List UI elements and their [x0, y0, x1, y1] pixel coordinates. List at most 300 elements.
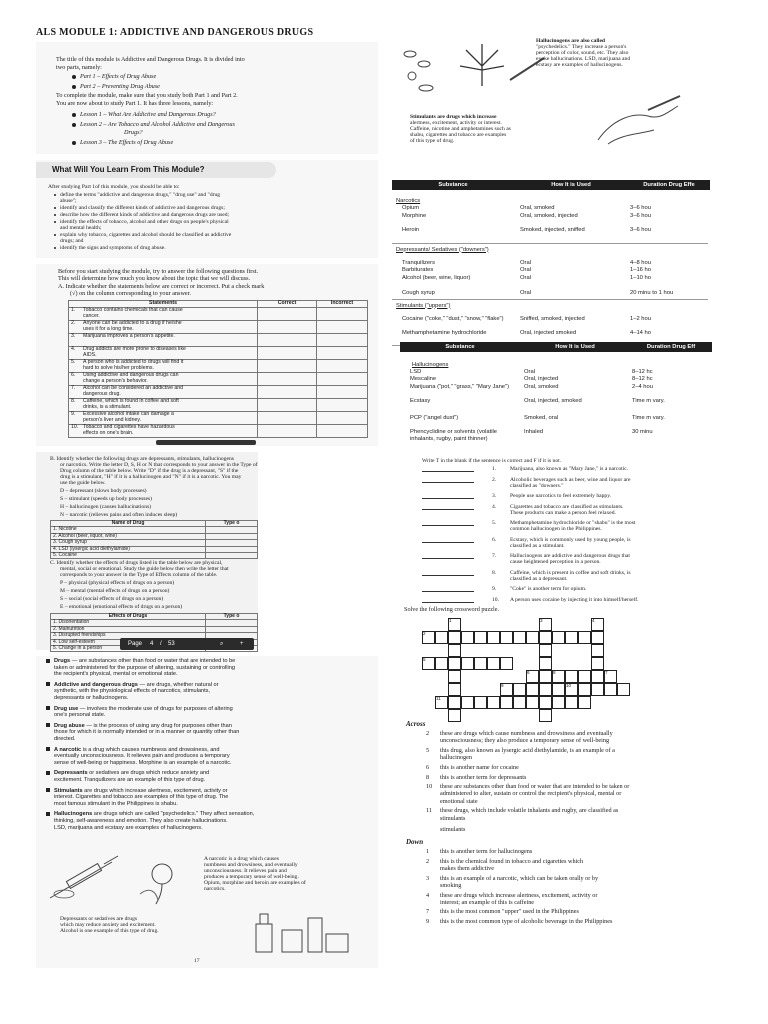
- page-navigator[interactable]: [120, 638, 254, 650]
- item-number: 2.: [492, 476, 497, 483]
- crossword-panel: [392, 604, 708, 956]
- answer-blank[interactable]: [422, 509, 474, 510]
- definition-text: synthetic, with the physiological effects of narcotics, stimulants,: [54, 688, 210, 695]
- definition-item: [46, 658, 235, 665]
- item-number: 7.: [492, 553, 497, 559]
- bullet-icon: [46, 723, 50, 727]
- pretest-table: [68, 300, 368, 438]
- definition-term: Hallucinogens: [54, 811, 93, 818]
- crossword-cell[interactable]: [461, 631, 474, 644]
- partb-guide: N – narcotic (relieves pains and often induces sleep): [60, 512, 178, 518]
- duration-cell: 30 minu: [632, 429, 653, 436]
- crossword-cell[interactable]: [565, 696, 578, 709]
- definition-text: taken or administered for the purpose of altering, sustaining or controlling: [54, 664, 235, 671]
- drug-table-2-panel: [400, 342, 710, 442]
- partc-guide: E – emotional (emotional effects of drugs on a person): [60, 604, 183, 610]
- substance-cell: Tranquilizers: [402, 259, 435, 266]
- col-type: Type o: [206, 614, 258, 620]
- answer-cell[interactable]: [317, 359, 368, 372]
- zoom-in-icon[interactable]: +: [240, 641, 244, 647]
- col-incorrect: Incorrect: [317, 301, 368, 308]
- crossword-cell[interactable]: [526, 696, 539, 709]
- intro-line: You are now about to study Part 1. It has three lessons, namely:: [56, 100, 214, 107]
- scroll-indicator[interactable]: [156, 440, 256, 445]
- answer-cell[interactable]: [258, 411, 317, 424]
- depressant-box-line: which may reduce anxiety and excitement.: [60, 922, 156, 928]
- answer-cell[interactable]: [317, 424, 368, 437]
- clue-number: 2: [426, 730, 430, 737]
- answer-cell[interactable]: [258, 359, 317, 372]
- learn-item: explain why tobacco, cigarettes and alcohol should be classified as addictive: [54, 232, 231, 238]
- duration-cell: 4–8 hou: [630, 259, 651, 266]
- answer-blank[interactable]: [422, 575, 474, 576]
- clue-text: these are substances other than food or water that are intended to be taken or: [440, 783, 630, 791]
- crossword-cell[interactable]: [526, 631, 539, 644]
- clue-number: 8: [426, 773, 430, 781]
- crossword-cell[interactable]: [539, 670, 552, 683]
- bullet-icon: [46, 747, 50, 751]
- how-used-cell: Smoked, injected, sniffed: [520, 227, 585, 234]
- crossword-cell[interactable]: [552, 683, 565, 696]
- col-substance: Substance: [392, 180, 514, 190]
- definition-text: thinking, self-awareness and emotion. They also create hallucinations.: [54, 818, 228, 824]
- crossword-cell[interactable]: [591, 631, 604, 644]
- definition-term: A narcotic: [54, 746, 82, 753]
- duration-cell: 8–12 hc: [632, 376, 653, 383]
- crossword-cell[interactable]: [539, 657, 552, 670]
- crossword-cell[interactable]: [591, 670, 604, 683]
- depressant-box-line: Depressants or sedatives are drugs: [60, 916, 138, 922]
- definition-text: are drugs which are called "psychedelics." They affect sensation,: [92, 811, 255, 818]
- table-row: 2. Malnutrition: [51, 626, 258, 632]
- crossword-cell[interactable]: [474, 696, 487, 709]
- definition-item: [46, 811, 254, 818]
- crossword-cell[interactable]: [448, 657, 461, 670]
- clue-text: this is the chemical found in tobacco and cigarettes which: [440, 857, 584, 865]
- learn-heading: What Will You Learn From This Module?: [52, 165, 205, 174]
- substance-cell: Opium: [402, 205, 420, 211]
- page-current[interactable]: 4: [150, 641, 154, 647]
- marijuana-leaf-illustration: [452, 42, 512, 92]
- table-row: 3. Disrupted friendships: [51, 633, 258, 639]
- crossword-cell[interactable]: [448, 644, 461, 657]
- crossword-cell[interactable]: [448, 631, 461, 644]
- clue-number: 8: [553, 670, 556, 675]
- partb-guide: H – hallucinogen (causes hallucinations): [60, 504, 152, 510]
- halluc-box-line: "psychedelics." They increase a person's: [536, 44, 627, 50]
- crossword-cell[interactable]: [500, 657, 513, 670]
- answer-blank[interactable]: [422, 558, 474, 559]
- table-row: 5. Change in a person: [51, 646, 258, 652]
- substance-cell: LSD: [410, 369, 422, 375]
- answer-cell[interactable]: [258, 398, 317, 411]
- search-icon[interactable]: ⌕: [220, 641, 224, 647]
- item-text: Cigarettes and tobacco are classified as stimulants.: [510, 503, 624, 510]
- how-used-cell: Oral, injected, smoked: [524, 397, 582, 404]
- across-title: Across: [406, 720, 426, 728]
- clue-number: 11: [436, 696, 441, 701]
- answer-blank[interactable]: [422, 602, 474, 603]
- partb-line: use the guide below.: [60, 480, 106, 486]
- row-divider: [392, 299, 708, 300]
- drug-table-2: [400, 342, 712, 352]
- clue-number: 2: [423, 631, 426, 636]
- crossword-cell[interactable]: [448, 670, 461, 683]
- definition-text: — is the process of using any drug for purposes other than: [84, 722, 232, 729]
- pretest-line: Before you start studying the module, try to answer the following questions first.: [58, 268, 259, 275]
- crossword-cell[interactable]: [513, 631, 526, 644]
- clue-number: 5: [423, 657, 426, 662]
- crossword-cell[interactable]: [565, 670, 578, 683]
- clue-text: this is another term for depressants: [440, 773, 527, 781]
- crossword-cell[interactable]: [591, 657, 604, 670]
- clue-text: these are drugs which increase alertness, excitement, activity or: [440, 891, 598, 899]
- answer-cell[interactable]: [258, 333, 317, 346]
- learn-item: identify the effects of tobacco, alcohol and other drugs on people's physical: [54, 219, 229, 225]
- duration-cell: 8–12 hc: [632, 369, 653, 375]
- partb-line: Drug column of the table below. Write "D" if the drug is a depressant, "S" if the: [60, 468, 239, 474]
- how-used-cell: Oral, injected: [524, 376, 559, 383]
- answer-cell[interactable]: [317, 333, 368, 346]
- table-row: 5. A person who is addicted to drugs will find it hard to solve his/her problems.: [69, 359, 368, 372]
- definition-text: those for which it is normally intended or in a manner or quantity other than: [54, 729, 240, 736]
- narcotic-box-line: narcotics.: [204, 886, 226, 892]
- answer-cell[interactable]: [258, 320, 317, 333]
- answer-cell[interactable]: [258, 372, 317, 385]
- table-row: 2. Alcohol (beer, liquor, wine): [51, 533, 258, 539]
- definition-item: [46, 788, 228, 795]
- tf-instruction: Write T in the blank if the sentence is correct and F if it is not.: [422, 458, 562, 464]
- how-used-cell: Oral, smoked: [524, 383, 559, 390]
- definition-text: eventually unconsciousness. It relieves pain and produces a temporary: [54, 753, 230, 760]
- clue-text: makes them addictive: [440, 864, 494, 872]
- pretest-line: (√) on the column corresponding to your answer.: [70, 290, 191, 297]
- learn-item: identify and classify the different kinds of addictive and dangerous drugs;: [54, 205, 225, 211]
- duration-cell: 1–10 ho: [630, 275, 651, 282]
- answer-blank[interactable]: [422, 471, 474, 472]
- stim-box-line: Caffeine, nicotine and amphetamines such as: [410, 126, 511, 132]
- crossword-cell[interactable]: [448, 696, 461, 709]
- definition-text: — are substances other than food or water that are intended to be: [70, 658, 236, 664]
- crossword-cell[interactable]: [591, 644, 604, 657]
- duration-cell: 4–14 ho: [630, 329, 651, 336]
- substance-cell: PCP ("angel dust"): [410, 415, 459, 422]
- clue-text: interest; an example of this is caffeine: [440, 898, 535, 906]
- intro-lesson: Lesson 1 – What Are Addictive and Dangerous Drugs?: [72, 111, 216, 118]
- how-used-cell: Smoked, oral: [524, 415, 559, 422]
- item-text: common hallucinogen in the Philippines.: [510, 526, 602, 532]
- table-row: [400, 376, 710, 382]
- answer-cell[interactable]: [258, 385, 317, 398]
- clue-number: 5: [426, 746, 430, 754]
- item-text: "Coke" is another term for opium.: [510, 586, 587, 592]
- clue-text: this is an example of a narcotic, which can be taken orally or by: [440, 874, 599, 882]
- clue-text: these are drugs which cause numbness and drowsiness and eventually: [440, 730, 613, 737]
- syringe-illustration: [44, 854, 124, 904]
- drug-table-1-panel: [392, 180, 708, 336]
- pretest-line: This will determine how much you know about the topic that we will discuss.: [58, 275, 251, 282]
- substance-cell: Phencyclidine or solvents (volatile inhalants, rugby, paint thinner): [410, 429, 497, 442]
- clue-number: 3: [426, 874, 430, 882]
- crossword-cell[interactable]: [474, 631, 487, 644]
- learn-item: and mental health;: [60, 225, 102, 231]
- poppy-illustration: [128, 856, 198, 906]
- clue-text: unconsciousness; they also produce a temporary sense of well-being: [440, 737, 610, 745]
- col-how-used: How It is Used: [514, 180, 628, 190]
- smoking-hand-illustration: [588, 90, 688, 150]
- partb-table: [50, 520, 258, 559]
- bottles-illustration: [246, 908, 356, 956]
- table-row: [400, 398, 710, 411]
- partb-guide: D – depressant (slows body processes): [60, 488, 147, 494]
- page-label: Page: [128, 641, 143, 647]
- col-correct: Correct: [258, 301, 317, 308]
- partc-line: mental, social or emotional. Study the guide below then write the letter that: [60, 566, 229, 572]
- clue-number: 11: [426, 807, 432, 815]
- halluc-box-line: ecstasy are examples of hallucinogens.: [536, 62, 623, 68]
- illustration-panel: [392, 34, 708, 152]
- answer-blank[interactable]: [422, 498, 474, 499]
- table-row: 7. Alcohol can be considered an addictive and dangerous drug.: [69, 385, 368, 398]
- answer-cell[interactable]: [258, 307, 317, 320]
- crossword-cell[interactable]: [578, 670, 591, 683]
- definition-text: interest. Cigarettes and tobacco are examples of this type of drug. The: [54, 794, 229, 801]
- answer-cell[interactable]: [317, 320, 368, 333]
- answer-cell[interactable]: [258, 424, 317, 437]
- crossword-cell[interactable]: [565, 631, 578, 644]
- table-row: [400, 369, 710, 375]
- table-row: [392, 227, 708, 240]
- crossword-cell[interactable]: [539, 696, 552, 709]
- page-total: 53: [168, 641, 175, 647]
- answer-cell[interactable]: [317, 372, 368, 385]
- table-row: [392, 260, 708, 266]
- crossword-grid: [422, 618, 652, 714]
- crossword-cell[interactable]: [539, 683, 552, 696]
- crossword-cell[interactable]: [539, 709, 552, 722]
- stim-box-line: of this type of drug.: [410, 138, 455, 144]
- definition-text: LSD, marijuana and ecstasy are examples of hallucinogens.: [54, 824, 203, 831]
- item-number: 6.: [492, 536, 497, 543]
- partc-guide: M – mental (mental effects of drugs on a person): [60, 588, 170, 594]
- table-row: 10. Tobacco and cigarettes have hazardous effects on one's brain.: [69, 424, 368, 437]
- table-row: 6. Using addictive and dangerous drugs can change a person's behavior.: [69, 372, 368, 385]
- clue-number: 10: [566, 683, 572, 688]
- partb-line: or narcotics. Write the letter D, S, H or N that corresponds to your answer in the Type of: [60, 462, 258, 468]
- definition-term: Drugs: [54, 658, 71, 664]
- clue-text: hallucinogen: [440, 754, 472, 762]
- clue-text: administered to alter, sustain or control the recipient's physical, mental or: [440, 790, 622, 798]
- crossword-cell[interactable]: [448, 709, 461, 722]
- crossword-cell[interactable]: [487, 696, 500, 709]
- col-duration: Duration Drug Effe: [628, 180, 710, 190]
- bullet-icon: [46, 771, 50, 775]
- answer-cell[interactable]: [258, 346, 317, 359]
- stim-box-line: alertness, excitement, activity or interest.: [410, 120, 502, 126]
- answer-cell[interactable]: [317, 411, 368, 424]
- intro-line: two parts, namely:: [56, 64, 102, 71]
- clue-number: 4: [426, 891, 430, 899]
- clue-text: these drugs, which include volatile inhalants and rugby, are classified as: [440, 807, 619, 815]
- clue-text: stimulants: [440, 814, 466, 822]
- crossword-cell[interactable]: [435, 631, 448, 644]
- table-row: 1. Nicotine: [51, 527, 258, 533]
- definition-text: or sedatives are drugs which reduce anxiety and: [87, 770, 210, 777]
- narcotic-box-line: numbness and drowsiness, and eventually: [204, 862, 298, 868]
- partb-line: drug is a stimulant, "H" if it is a hallucinogen and "N" if it is a narcotic. You may: [60, 474, 242, 480]
- table-row: [392, 275, 708, 288]
- substance-cell: Heroin: [402, 227, 420, 234]
- crossword-cell[interactable]: [461, 657, 474, 670]
- learn-item: describe how the different kinds of addictive and dangerous drugs are used;: [54, 212, 229, 218]
- definitions-panel: [36, 656, 378, 968]
- crossword-cell[interactable]: [578, 683, 591, 696]
- partc-line: corresponds to your answer in the Type of Effects column of the table.: [60, 572, 218, 578]
- crossword-cell[interactable]: [513, 683, 526, 696]
- substance-cell: Mescaline: [410, 376, 437, 383]
- how-used-cell: Oral: [520, 259, 531, 266]
- table-row: 4. Drug addicts are more prone to diseases like AIDS.: [69, 346, 368, 359]
- duration-cell: 1–16 ho: [630, 267, 651, 274]
- definition-term: Stimulants: [54, 787, 83, 794]
- item-text: Alcoholic beverages such as beer, wine and liquor are: [510, 476, 631, 483]
- definition-text: are drugs which increase alertness, excitement, activity or: [82, 787, 228, 794]
- definition-text: excitement. Tranquilizers are an example of this type of drug.: [54, 777, 206, 783]
- crossword-cell[interactable]: [552, 696, 565, 709]
- answer-cell[interactable]: [317, 346, 368, 359]
- col-substance: Substance: [400, 342, 520, 352]
- item-text: Marijuana, also known as "Mary Jane," is a narcotic.: [510, 466, 629, 472]
- answer-blank[interactable]: [422, 482, 474, 483]
- clue-number: 9: [501, 683, 504, 688]
- col-effects: Effects of Drugs: [51, 614, 206, 620]
- table-row: [400, 429, 710, 455]
- crossword-cell[interactable]: [474, 657, 487, 670]
- crossword-cell[interactable]: [578, 631, 591, 644]
- crossword-cell[interactable]: [526, 683, 539, 696]
- crossword-cell[interactable]: [539, 644, 552, 657]
- answer-blank[interactable]: [422, 591, 474, 592]
- definition-text: depressants or hallucinogens.: [54, 695, 129, 701]
- item-text: classified as a depressant.: [510, 575, 568, 582]
- crossword-cell[interactable]: [435, 657, 448, 670]
- table-row: [392, 213, 708, 226]
- halluc-box-line: Hallucinogens are also called: [536, 38, 606, 44]
- intro-lesson: Drugs?: [124, 129, 143, 136]
- crossword-cell[interactable]: [617, 683, 630, 696]
- learn-panel: [36, 160, 378, 258]
- item-text: Hallucinogens are addictive and dangerous drugs that: [510, 553, 630, 559]
- item-number: 3.: [492, 493, 497, 499]
- narcotic-box-line: Opium, morphine and heroin are examples of: [204, 880, 306, 886]
- true-false-panel: [392, 452, 708, 603]
- substance-cell: Morphine: [402, 212, 427, 219]
- crossword-cell[interactable]: [591, 683, 604, 696]
- definition-term: Depressants: [54, 770, 88, 777]
- table-row: [392, 290, 708, 296]
- group-title: Stimulants ("uppers"): [396, 302, 451, 309]
- table-row: [392, 267, 708, 273]
- duration-cell: 1–2 hou: [630, 315, 651, 322]
- definition-item: [46, 747, 220, 754]
- crossword-cell[interactable]: [513, 696, 526, 709]
- learn-item: abuse";: [60, 198, 77, 204]
- definition-text: — are drugs, whether natural or: [137, 681, 219, 688]
- crossword-cell[interactable]: [552, 631, 565, 644]
- answer-blank[interactable]: [422, 525, 474, 526]
- answer-cell[interactable]: [317, 307, 368, 320]
- answer-blank[interactable]: [422, 542, 474, 543]
- definition-term: Drug abuse: [54, 722, 85, 729]
- how-used-cell: Oral, smoked, injected: [520, 212, 578, 219]
- substance-cell: Cough syrup: [402, 289, 435, 296]
- table-row: 4. Low self-esteem: [51, 639, 258, 645]
- crossword-cell[interactable]: [448, 683, 461, 696]
- substance-cell: Marijuana ("pot," "grass," "Mary Jane"): [410, 383, 510, 390]
- drug-table-1: [392, 180, 710, 190]
- stim-box-line: shabu, cigarettes and tobacco are examples: [410, 132, 507, 138]
- crossword-cell[interactable]: [604, 683, 617, 696]
- crossword-cell[interactable]: [500, 696, 513, 709]
- substance-cell: Barbiturates: [402, 267, 434, 274]
- intro-line: To complete the module, make sure that you study both Part 1 and Part 2.: [56, 92, 238, 99]
- learn-item: identify the signs and symptoms of drug abuse.: [54, 245, 166, 251]
- stim-box-line: Stimulants are drugs which increase: [410, 114, 497, 120]
- group-title: Depressants/ Sedatives ("downers"): [396, 246, 489, 253]
- down-title: Down: [406, 838, 424, 846]
- table-row: [392, 330, 708, 343]
- depressant-box-line: Alcohol is one example of this type of drug.: [60, 928, 159, 934]
- crossword-cell[interactable]: [461, 696, 474, 709]
- crossword-cell[interactable]: [500, 631, 513, 644]
- crossword-cell[interactable]: [539, 631, 552, 644]
- partb-guide: S – stimulant (speeds up body processes): [60, 496, 152, 502]
- narcotic-box-line: produces a temporary sense of well-being.: [204, 874, 299, 880]
- partb-line: B. Identify whether the following drugs are depressants, stimulants, hallucinogens: [50, 456, 234, 462]
- clue-number: 4: [592, 618, 595, 623]
- clue-text: this is the most common "upper" used in the Philippines: [440, 908, 579, 916]
- page-separator: /: [160, 641, 162, 647]
- bullet-icon: [46, 682, 50, 686]
- crossword-cell[interactable]: [487, 631, 500, 644]
- crossword-cell[interactable]: [578, 696, 591, 709]
- clue-text: smoking: [440, 881, 462, 889]
- definition-text: directed.: [54, 736, 76, 742]
- item-text: A person uses cocaine by injecting it into himself/herself.: [510, 596, 639, 603]
- answer-cell[interactable]: [206, 553, 258, 559]
- clue-number: 3: [540, 618, 543, 623]
- clue-number: 1: [449, 618, 452, 623]
- table-row: [400, 384, 710, 397]
- crossword-cell[interactable]: [487, 657, 500, 670]
- table-row: 5. Cocaine: [51, 553, 258, 559]
- page-title: ALS MODULE 1: ADDICTIVE AND DANGEROUS DRUGS: [36, 27, 314, 38]
- how-used-cell: Oral: [520, 289, 531, 296]
- clue-number: 7: [605, 670, 608, 675]
- definition-item: [46, 770, 209, 777]
- answer-cell[interactable]: [317, 385, 368, 398]
- col-type: Type o: [206, 521, 258, 527]
- answer-cell[interactable]: [317, 398, 368, 411]
- narcotic-box-line: A narcotic is a drug which causes: [204, 856, 279, 862]
- learn-lead: After studying Part 1of this module, you should be able to:: [48, 184, 180, 190]
- partc-guide: P – physical (physical effects of drugs on a person): [60, 580, 175, 586]
- intro-line: The title of this module is Addictive and Dangerous Drugs. It is divided into: [56, 56, 245, 63]
- pretest-panel: [36, 264, 378, 446]
- clue-text: this is another name for cocaine: [440, 763, 519, 771]
- duration-cell: 20 minu to 1 hou: [630, 289, 674, 296]
- table-row: 9. Excessive alcohol intake can damage a person's liver and kidney.: [69, 411, 368, 424]
